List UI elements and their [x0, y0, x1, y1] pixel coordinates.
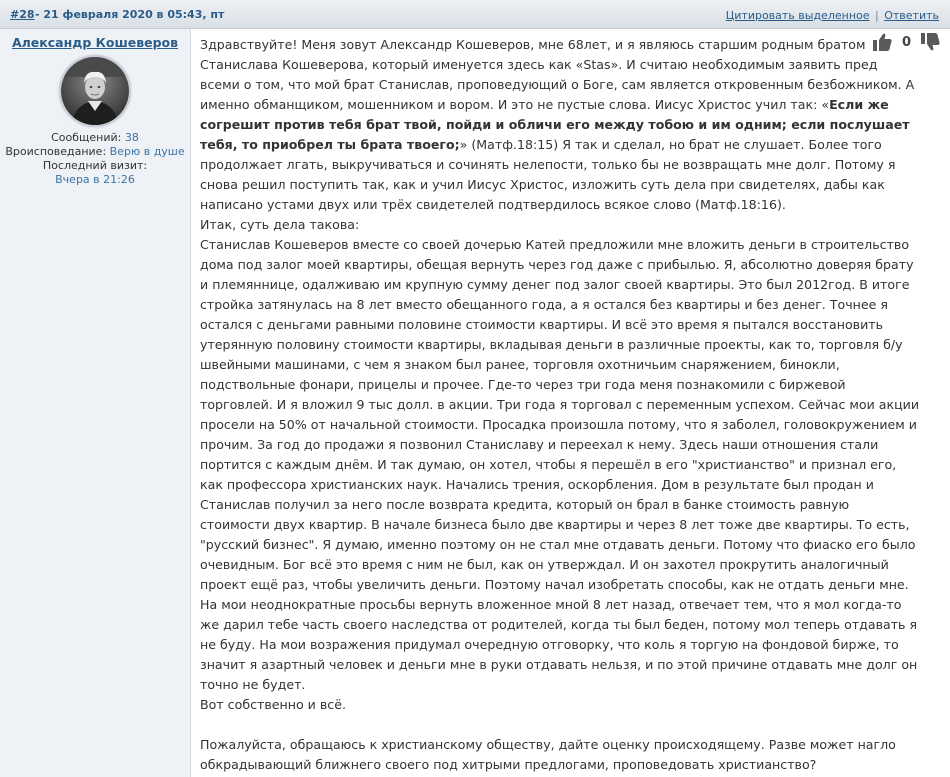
post-actions — [726, 9, 939, 22]
post-date: - 21 февраля 2020 в 05:43, пт — [35, 8, 225, 21]
post-body — [200, 35, 920, 775]
post-paragraph-summary-heading: Итак, суть дела такова: — [200, 217, 360, 232]
thumbs-up-icon[interactable] — [873, 33, 893, 55]
thumbs-down-icon[interactable] — [921, 33, 941, 55]
post-paragraph-story: Станислав Кошеверов вместе со своей дочерью Катей предложили мне вложить деньги в строительство дома под залог моей квартиры, обещая вернуть через год даже с прибылью. Я, абсолютно доверяя брату и племяннице, одалживаю им крупную сумму денег под залог своей квартиры. Это был 2012год. В итоге стройка затянулась на 8 лет вместо обещанного года, а я остался без квартиры и без денег. Точнее я остался с деньгами равными половине стоимости квартиры. И всё это время я пытался восстановить утерянную половину стоимости квартиры, вкладывая деньги в различные проекты, как то, торговля б/у швейными машинами, с чем я знаком был ранее, торговля охотничьим снаряжением, бинокли, подствольные фонари, прицелы и прочее. Где-то через три года меня познакомили с биржевой торговлей. И я вложил 9 тыс долл. в акции. Три года я торговал с переменным успехом. Сейчас мои акции просели на 50% от начальной стоимости. Просадка произошла потому, что я заболел, головокружением и прочим. За год до продажи я позвонил Станиславу и переехал к нему. Здесь наши отношения стали портится с каждым днём. И так думаю, он хотел, чтобы я перешёл в его "христианство" и признал его, как профессора христианских наук. Начались трения, оскорбления. Дом в результате был продан и Станислав получил за него после возврата кредита, который он брал в банке стоимость равную стоимости двух квартир. В начале бизнеса было две квартиры и через 8 лет тоже две квартиры. То есть, "русский бизнес". Я думаю, именно поэтому он не стал мне отдавать деньги. Потому что фиаско его было очевидным. Бог всё это время с ним не был, как он утверждал. И он захотел прокрутить аналогичный проект ещё раз, чтобы увеличить деньги. Поэтому начал изобретать способы, как не отдать деньги мне. — [200, 237, 920, 592]
rating-value: 0 — [902, 35, 912, 50]
bible-quote: Если же согрешит против тебя брат твой, пойди и обличи его между тобою и им одним; если послушает тебя, то приобрел ты брата твоего; — [200, 97, 910, 152]
messages-label: Сообщений: — [51, 131, 122, 144]
author-sidebar — [0, 29, 191, 777]
paragraph-spacer — [200, 715, 920, 735]
confession-label: Вроисповедание: — [5, 145, 107, 158]
last-visit-label: Последний визит: — [42, 159, 148, 172]
post-number-link[interactable]: #28 — [10, 8, 35, 21]
actions-separator: | — [875, 9, 879, 22]
confession-stat — [0, 145, 190, 159]
author-avatar[interactable] — [59, 55, 131, 127]
messages-stat — [0, 131, 190, 145]
post-header — [0, 0, 950, 29]
author-name-link[interactable]: Александр Кошеверов — [11, 35, 179, 50]
post-paragraph-intro: Здравствуйте! Меня зовут Александр Кошеверов, мне 68лет, и я являюсь старшим родным братом Станислава Кошеверова, который именуется здесь как «Stas». И считаю необходимым заявить пред всеми о том, что мой брат Станислав, проповедующий о Боге, сам является откровенным безбожником. А именно обманщиком, мошенником и вором. И это не пустые слова. Иисус Христос учил так: «Если же согрешит против тебя брат твой, пойди и обличи его между тобою и им одним; если послушает тебя, то приобрел ты брата твоего;» (Матф.18:15) Я так и сделал, но брат не слушает. Более того продолжает лгать, выкручиваться и сочинять нелепости, только бы не возвращать мне долг. Потому я снова решил поступить так, как и учил Иисус Христос, изложить суть дела при свидетелях, дабы как написано устами двух или трёх свидетелей подтвердилось всякое слово (Матф.18:16). — [200, 37, 915, 212]
quote-selected-link[interactable]: Цитировать выделенное — [725, 9, 870, 22]
confession-value: Верю в душе — [109, 145, 185, 158]
last-visit-value: Вчера в 21:26 — [55, 173, 135, 186]
post-paragraph-requests: На мои неоднократные просьбы вернуть вложенное мной 8 лет назад, отвечает тем, что я мол когда-то же дарил тебе часть своего наследства от родителей, когда ты был беден, потому мол теперь отдавать я не буду. На мои возражения придумал очередную отговорку, что коль я торгую на фондовой бирже, то значит я азартный человек и деньги мне в руки отдавать нельзя, и по этой причине отдавать мне долг он точно не будет. — [200, 597, 918, 692]
post-rating — [873, 33, 943, 53]
post-paragraph-appeal: Пожалуйста, обращаюсь к христианскому обществу, дайте оценку происходящему. Разве может нагло обкрадывающий ближнего своего под хитрыми предлогами, проповедовать христианство? — [200, 737, 896, 772]
post-paragraph-closing: Вот собственно и всё. — [200, 697, 346, 712]
reply-link[interactable]: Ответить — [884, 9, 939, 22]
user-photo-icon — [61, 57, 129, 125]
messages-count[interactable]: 38 — [124, 131, 139, 144]
